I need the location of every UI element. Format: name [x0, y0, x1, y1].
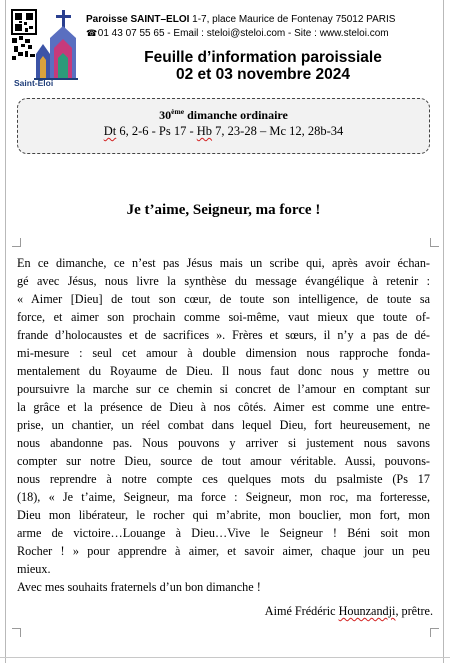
page-edge-right — [443, 0, 444, 663]
liturgy-readings — [18, 124, 429, 139]
phone-icon: ☎ — [86, 28, 98, 38]
reading-ref: 7, 23-28 – Mc 12, 28b-34 — [212, 124, 344, 138]
ordinal-suffix: ème — [171, 107, 185, 116]
page-edge-left — [5, 0, 6, 663]
body-line: mentalement du Royaume de Dieu. Il nous faut donc nous y mettre ou — [17, 364, 430, 378]
body-line: Avec mes souhaits fraternels d’un bon dimanche ! — [17, 580, 261, 594]
reading-ref: Hb — [196, 124, 213, 138]
article-title: Je t’aime, Seigneur, ma force ! — [126, 202, 321, 218]
body-line: Rocher ! » pour apprendre à aimer, et savoir aimer, chaque jour un peu — [17, 544, 430, 558]
body-line: mieux. — [17, 562, 51, 576]
reading-ref: 6, 2-6 - Ps 17 - — [116, 124, 197, 138]
body-line: arme de victoire…Louange à Dieu…Vive le Seigneur ! Béni soit mon — [17, 526, 430, 540]
margin-mark — [430, 628, 439, 637]
body-line: (18), « Je t’aime, Seigneur, ma force : Seigneur, mon roc, ma forteresse, — [17, 490, 430, 504]
margin-mark — [12, 628, 21, 637]
parish-address-line — [86, 14, 395, 25]
contact-line — [86, 28, 389, 39]
signature — [17, 604, 433, 619]
phone-email-site: 01 43 07 55 65 - Email : steloi@steloi.com - Site : www.steloi.com — [95, 28, 389, 39]
parish-name: Paroisse SAINT–ELOI — [86, 14, 190, 25]
signature-name: Hounzandji — [338, 604, 396, 618]
body-line: frande d’holocaustes et de sacrifices ». Frères et sœurs, il n’y a pas de dé- — [17, 328, 430, 342]
liturgy-box — [17, 98, 430, 154]
body-line: gé avec Jésus, nous livre la synthèse du message évangélique à retenir : — [17, 274, 430, 288]
body-line: poursuivre la marche sur ce chemin si concret de l’amour en comptant sur — [17, 382, 430, 396]
body-line: mi-mesure : seul cet amour à double dimension nous rapproche fonda- — [17, 346, 430, 360]
body-line: En ce dimanche, ce n’est pas Jésus mais un scribe qui, après avoir échan- — [17, 256, 430, 270]
issue-date: 02 et 03 novembre 2024 — [175, 66, 351, 83]
liturgy-title — [18, 107, 429, 123]
signature-suffix: , prêtre. — [395, 604, 433, 618]
page-edge-bottom — [0, 657, 450, 658]
body-line: prise, un chantier, un réel combat dans lequel Dieu, fort heureusement, ne — [17, 418, 430, 432]
sunday-number: 30 — [159, 108, 172, 122]
body-line: la grâce et la présence de Dieu à nos côtés. Aimer est comme une entre- — [17, 400, 430, 414]
sunday-label: dimanche ordinaire — [184, 108, 288, 122]
body-line: compter sur notre Dieu, source de tout amour véritable. Aussi, pouvons- — [17, 454, 430, 468]
signature-prefix: Aimé Frédéric — [264, 604, 339, 618]
body-line: Dieu mon libérateur, le rocher qui m’abrite, mon bouclier, mon fort, mon — [17, 508, 430, 522]
body-line: force, et aimer son prochain comme soi-même, vaut mieux que toute of- — [17, 310, 430, 324]
body-line: nous abandonne pas. Nous pouvons y arriver si justement nous savons — [17, 436, 430, 450]
margin-mark — [430, 238, 439, 247]
parish-address: 1-7, place Maurice de Fontenay 75012 PARIS — [189, 14, 396, 25]
page-title: Feuille d’information paroissiale — [144, 49, 382, 66]
reading-ref: Dt — [103, 124, 117, 138]
body-line: « Aimer [Dieu] de tout son cœur, de toute son intelligence, de toute sa — [17, 292, 430, 306]
body-line: nous reprendre à notre compte ces quelques mots du psalmiste (Ps 17 — [17, 472, 430, 486]
logo-caption: Saint-Eloi — [14, 78, 54, 88]
margin-mark — [12, 238, 21, 247]
